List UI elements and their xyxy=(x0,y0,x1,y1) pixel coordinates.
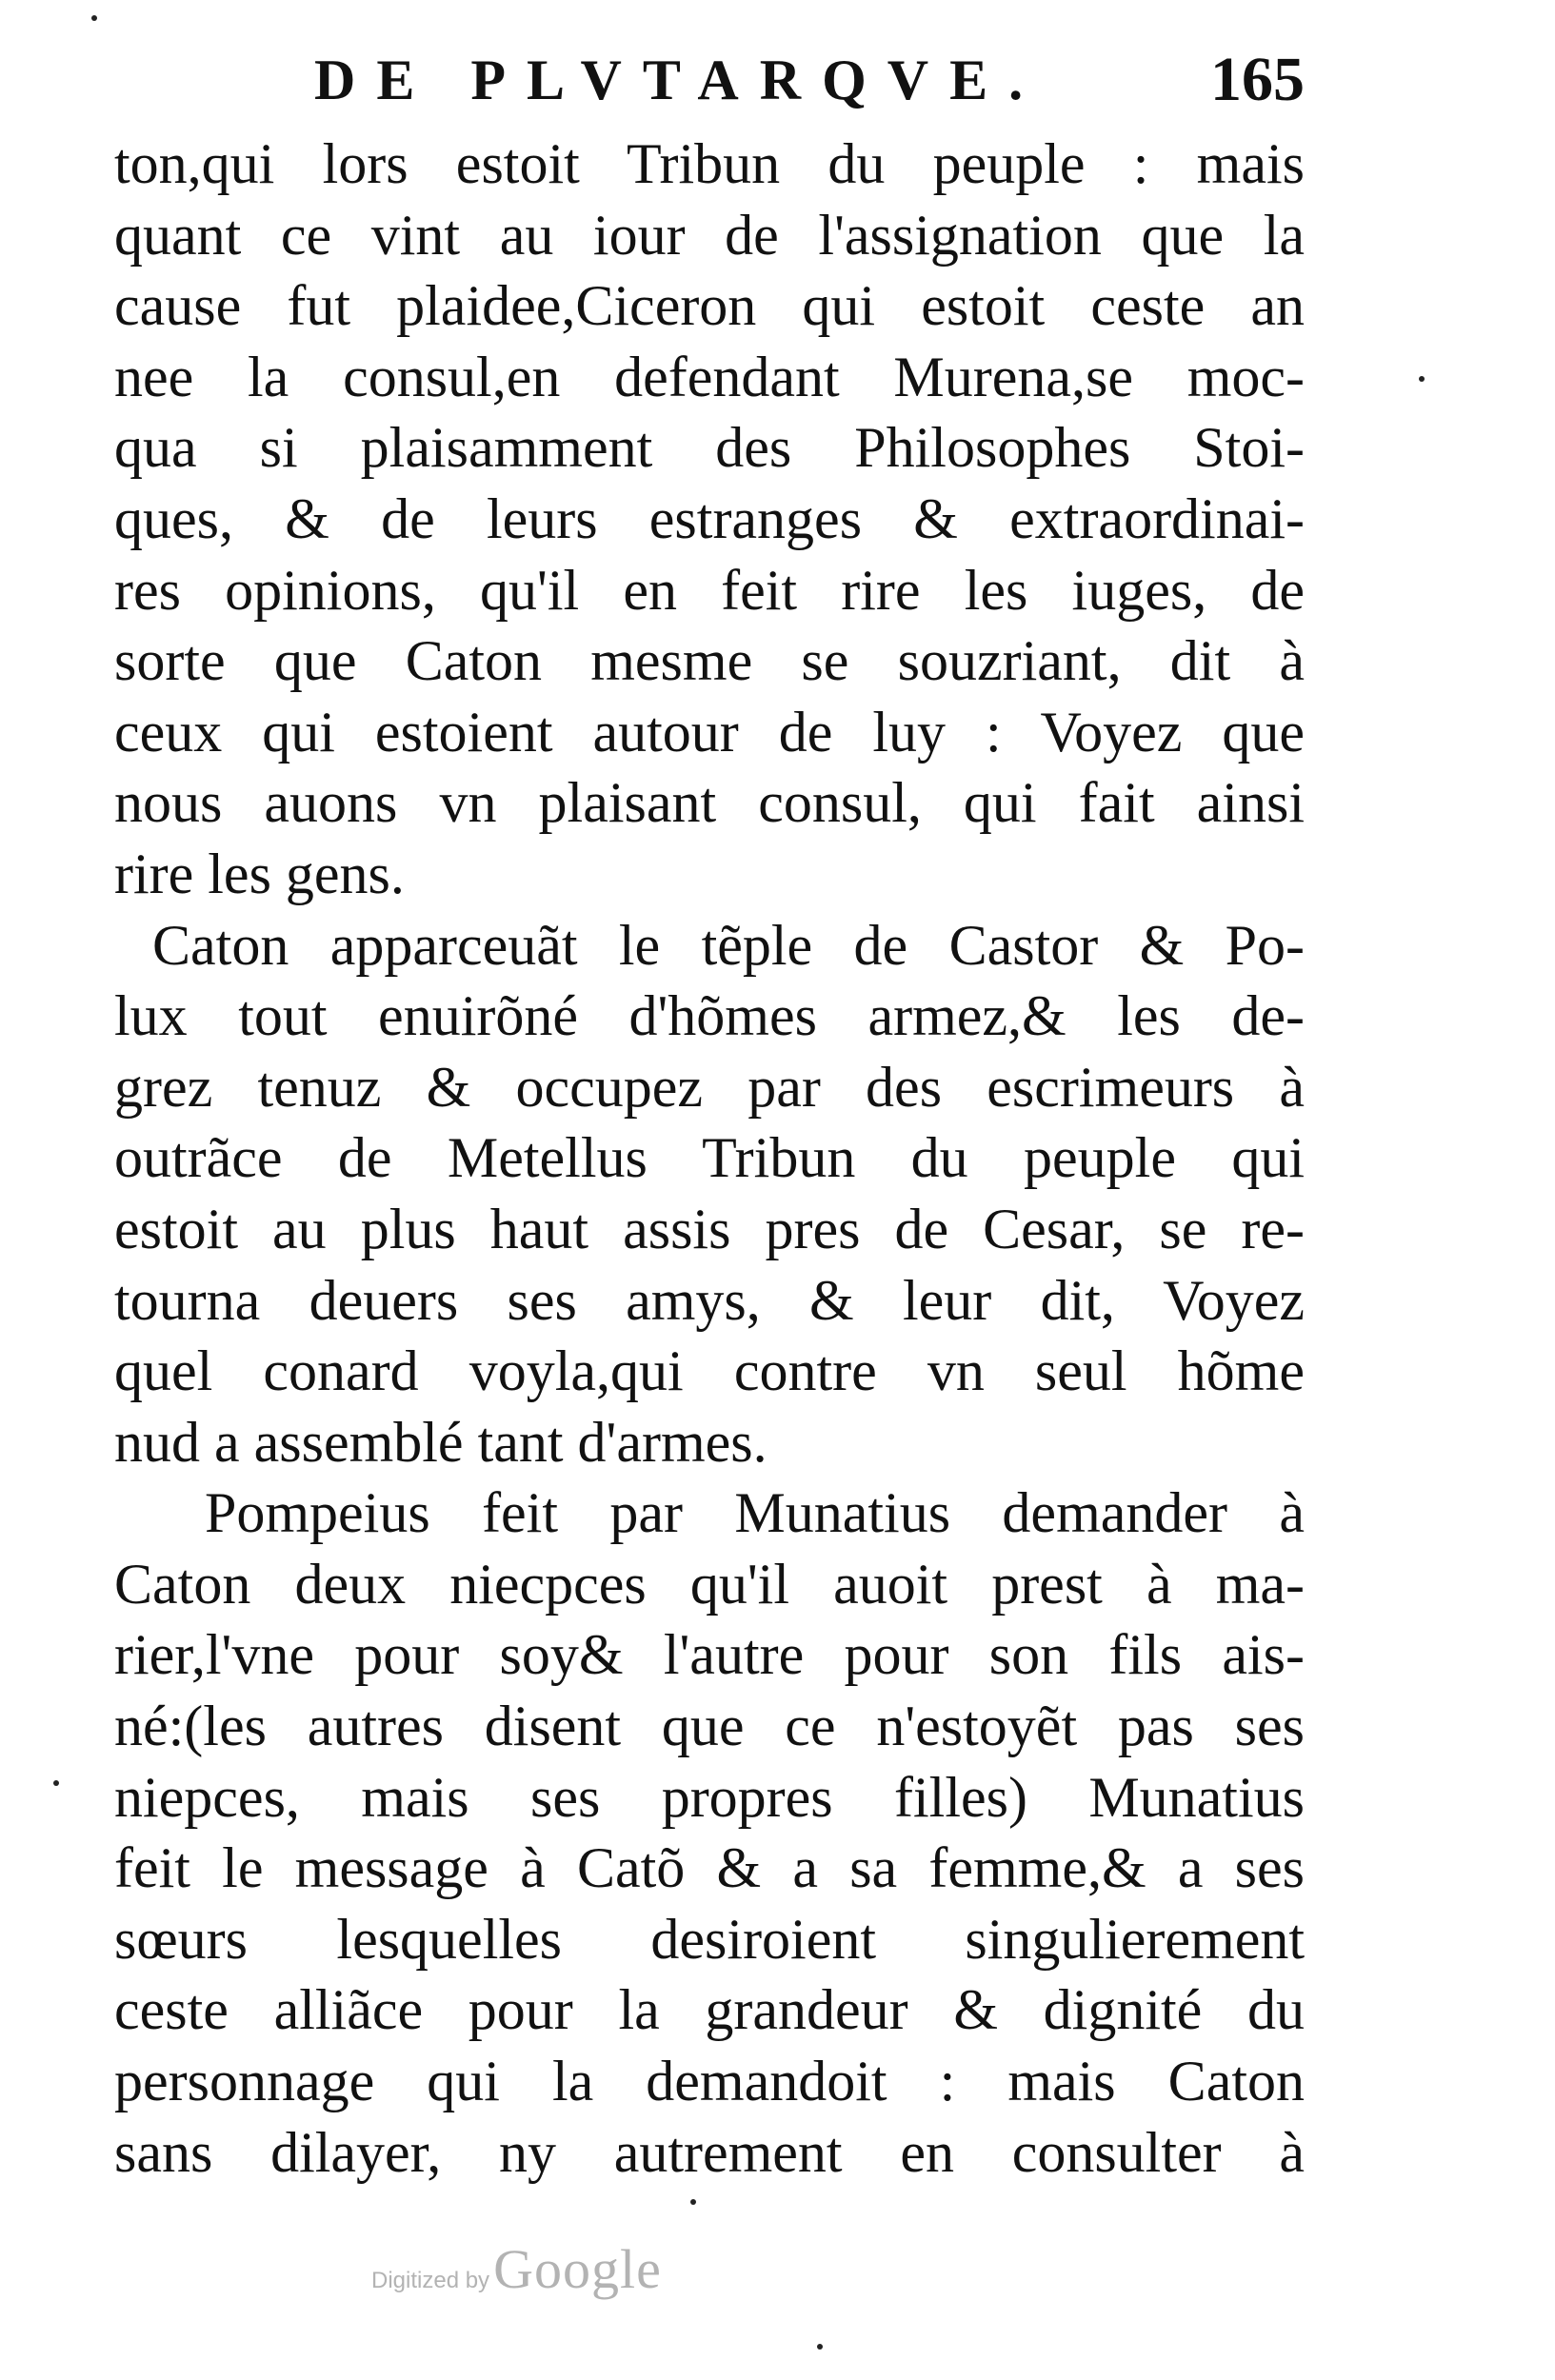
text-line: niepces, mais ses propres filles) Munatius xyxy=(114,1765,1305,1829)
text-line: nous auons vn plaisant consul, qui fait ainsi xyxy=(114,771,1305,835)
text-line: né:(les autres disent que ce n'estoyẽt pas ses xyxy=(114,1695,1305,1758)
text-line: grez tenuz & occupez par des escrimeurs à xyxy=(114,1055,1305,1119)
text-line: estoit au plus haut assis pres de Cesar, se re- xyxy=(114,1197,1305,1260)
text-line: outrãce de Metellus Tribun du peuple qui xyxy=(114,1126,1305,1190)
text-line: lux tout enuirõné d'hõmes armez,& les de- xyxy=(114,984,1305,1048)
paragraph-start-line: Pompeius feit par Munatius demander à xyxy=(205,1481,1305,1545)
digitization-watermark xyxy=(371,2237,752,2304)
google-logo: Google xyxy=(493,2238,662,2300)
text-line: nud a assemblé tant d'armes. xyxy=(114,1410,768,1474)
text-line: res opinions, qu'il en feit rire les iuges, de xyxy=(114,558,1305,622)
body-text xyxy=(114,129,1305,2188)
ink-speck xyxy=(817,2344,823,2350)
running-title: DE PLVTARQVE. xyxy=(314,49,1045,111)
text-line: ques, & de leurs estranges & extraordinai- xyxy=(114,486,1305,550)
text-line: quant ce vint au iour de l'assignation que la xyxy=(114,203,1305,267)
text-line: ceste alliãce pour la grandeur & dignité du xyxy=(114,1978,1305,2042)
page-header xyxy=(114,40,1305,135)
text-line: sans dilayer, ny autrement en consulter à xyxy=(114,2120,1305,2184)
text-line: personnage qui la demandoit : mais Caton xyxy=(114,2050,1305,2113)
text-line: ton,qui lors estoit Tribun du peuple : mais xyxy=(114,132,1305,195)
ink-speck xyxy=(690,2199,696,2205)
page-number: 165 xyxy=(1210,45,1305,114)
text-line: quel conard voyla,qui contre vn seul hõme xyxy=(114,1339,1305,1403)
ink-speck xyxy=(1419,376,1425,382)
ink-speck xyxy=(53,1780,59,1786)
text-line: nee la consul,en defendant Murena,se moc- xyxy=(114,345,1305,408)
text-line: rier,l'vne pour soy& l'autre pour son fils ais- xyxy=(114,1623,1305,1687)
text-line: feit le message à Catõ & a sa femme,& a ses xyxy=(114,1836,1305,1900)
text-line: Caton deux niecpces qu'il auoit prest à ma- xyxy=(114,1552,1305,1616)
ink-speck xyxy=(91,15,97,21)
digitized-by-label: Digitized by xyxy=(371,2268,490,2293)
text-line: qua si plaisamment des Philosophes Stoi- xyxy=(114,416,1305,480)
text-line: cause fut plaidee,Ciceron qui estoit ceste an xyxy=(114,274,1305,338)
text-line: sorte que Caton mesme se souzriant, dit à xyxy=(114,629,1305,693)
paragraph-start-line: Caton apparceuãt le tẽple de Castor & Po- xyxy=(152,913,1305,977)
text-line: rire les gens. xyxy=(114,842,405,905)
text-line: sœurs lesquelles desiroient singulierement xyxy=(114,1907,1305,1971)
text-line: tourna deuers ses amys, & leur dit, Voyez xyxy=(114,1268,1305,1332)
text-line: ceux qui estoient autour de luy : Voyez que xyxy=(114,700,1305,764)
